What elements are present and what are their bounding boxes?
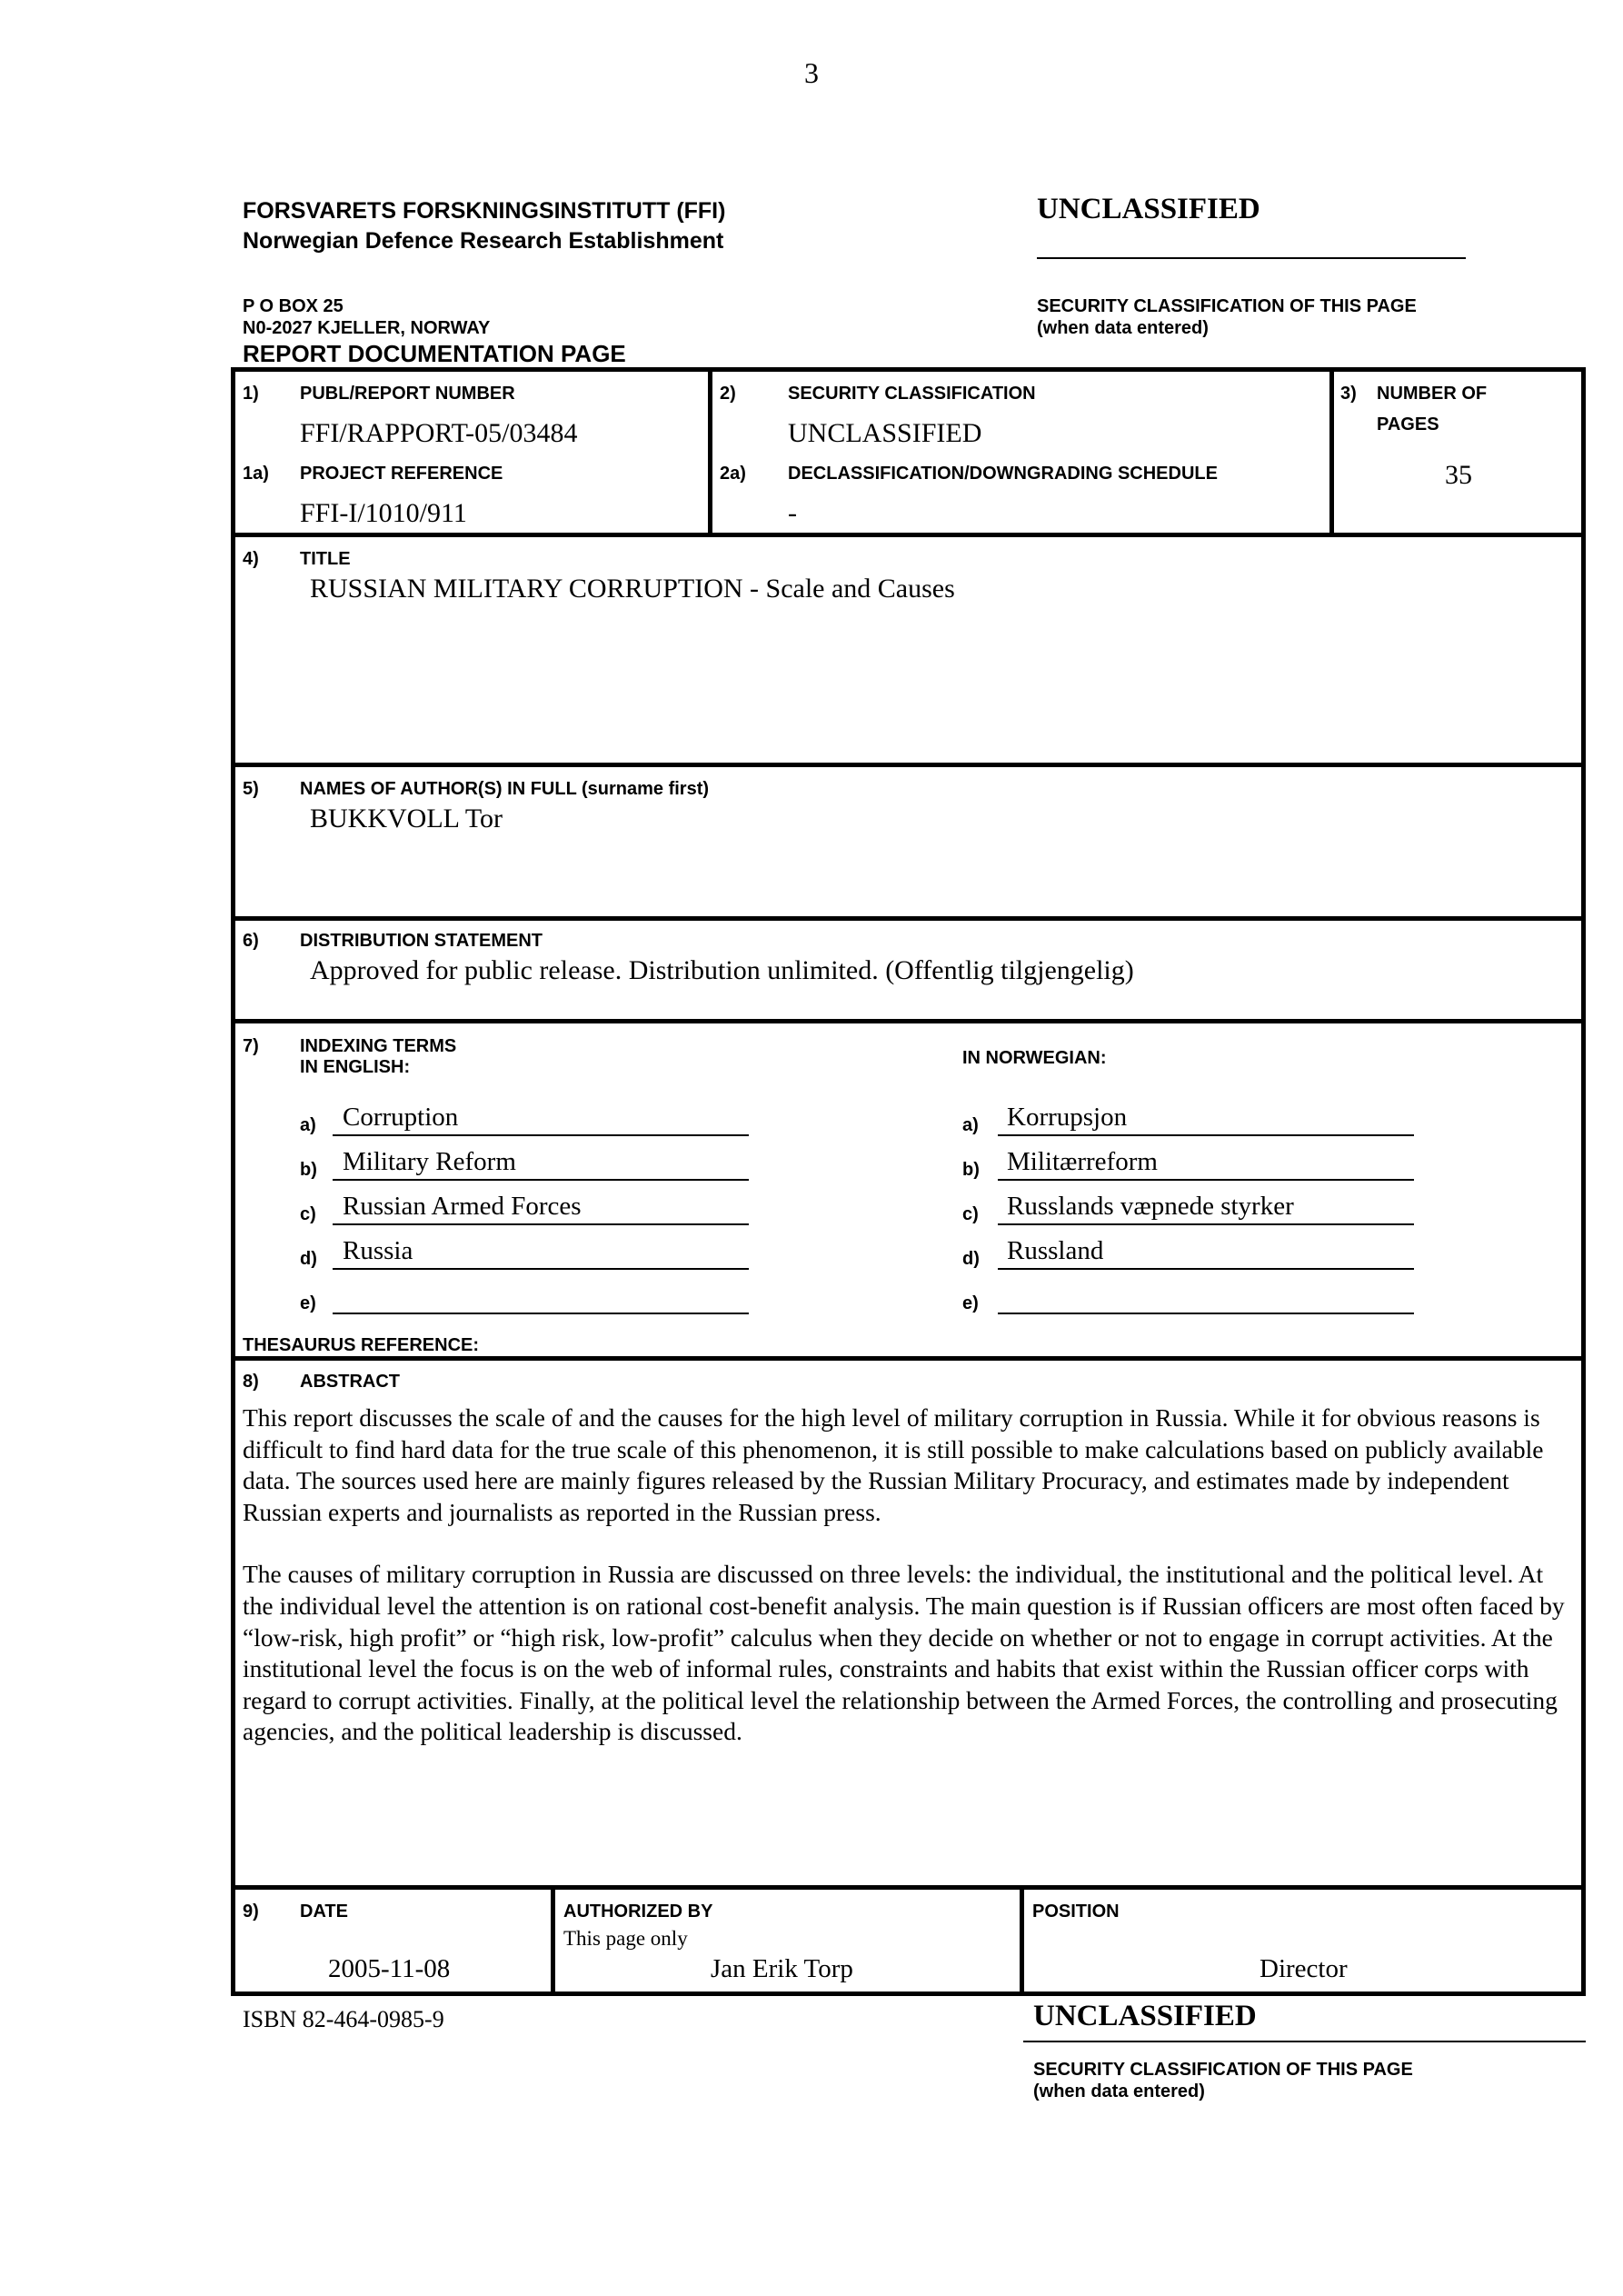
date-value: 2005-11-08 xyxy=(328,1954,451,1983)
field-label: SECURITY CLASSIFICATION xyxy=(788,384,1036,404)
term-letter: b) xyxy=(962,1160,980,1180)
authorized-by-value: Jan Erik Torp xyxy=(711,1954,853,1983)
field-label: PUBL/REPORT NUMBER xyxy=(300,384,515,404)
norwegian-term: Russland xyxy=(1007,1236,1104,1265)
term-underline xyxy=(998,1313,1414,1314)
field-label: INDEXING TERMS xyxy=(300,1036,457,1056)
field-label: AUTHORIZED BY xyxy=(563,1902,713,1922)
english-term: Corruption xyxy=(343,1103,459,1132)
org-name: FORSVARETS FORSKNINGSINSTITUTT (FFI) xyxy=(243,198,726,224)
field-label: PROJECT REFERENCE xyxy=(300,464,503,484)
term-underline xyxy=(333,1179,749,1181)
term-letter: e) xyxy=(300,1293,316,1313)
security-classification-value: UNCLASSIFIED xyxy=(788,418,982,448)
classification-underline xyxy=(1023,2041,1586,2042)
abstract-text xyxy=(243,1403,1569,1779)
document-heading: REPORT DOCUMENTATION PAGE xyxy=(243,340,626,367)
field-number: 4) xyxy=(243,549,259,569)
classification-top: UNCLASSIFIED xyxy=(1037,193,1260,225)
address: N0-2027 KJELLER, NORWAY xyxy=(243,318,491,338)
field-number: 7) xyxy=(243,1036,259,1056)
term-underline xyxy=(333,1223,749,1225)
field-label: IN ENGLISH: xyxy=(300,1057,411,1077)
term-underline xyxy=(333,1268,749,1270)
security-classification-label: SECURITY CLASSIFICATION OF THIS PAGE xyxy=(1037,296,1417,316)
org-subtitle: Norwegian Defence Research Establishment xyxy=(243,228,724,254)
isbn: ISBN 82-464-0985-9 xyxy=(243,2006,444,2032)
field-label: NUMBER OF xyxy=(1377,384,1488,404)
abstract-paragraph: This report discusses the scale of and the causes for the high level of military corruption in Russia. While it for obvious reasons is difficult to find hard data for the true scale of this phenomenon, it is still possible to make calculations based on publicly available data. The sources used here are mainly figures released by the Russian Military Procuracy, and estimates made by independent Russian experts and journalists as reported in the Russian press. xyxy=(243,1403,1544,1526)
term-letter: a) xyxy=(300,1115,316,1135)
security-classification-note: (when data entered) xyxy=(1033,2081,1205,2101)
field-number: 2a) xyxy=(720,464,746,484)
field-number: 1a) xyxy=(243,464,269,484)
report-number-value: FFI/RAPPORT-05/03484 xyxy=(300,418,578,448)
field-label: DECLASSIFICATION/DOWNGRADING SCHEDULE xyxy=(788,464,1218,484)
field-number: 8) xyxy=(243,1372,259,1392)
security-classification-label: SECURITY CLASSIFICATION OF THIS PAGE xyxy=(1033,2060,1413,2080)
field-label: TITLE xyxy=(300,549,351,569)
norwegian-term: Russlands væpnede styrker xyxy=(1007,1192,1294,1221)
thesaurus-label: THESAURUS REFERENCE: xyxy=(243,1335,480,1355)
term-underline xyxy=(333,1134,749,1136)
english-term: Russian Armed Forces xyxy=(343,1192,582,1221)
position-value: Director xyxy=(1260,1954,1348,1983)
term-letter: c) xyxy=(300,1204,316,1224)
classification-bottom: UNCLASSIFIED xyxy=(1033,2000,1257,2032)
norwegian-label: IN NORWEGIAN: xyxy=(962,1048,1107,1068)
field-label: DATE xyxy=(300,1902,348,1922)
norwegian-term: Militærreform xyxy=(1007,1147,1158,1176)
abstract-paragraph: The causes of military corruption in Russia are discussed on three levels: the individual, the institutional and the political level. At the individual level the attention is on rational cost-benefit analysis. The main question is if Russian officers are most often faced by “low-risk, high profit” or “high risk, low-profit” calculus when they decide on whether or not to engage in corrupt activities. At the institutional level the focus is on the web of informal rules, constraints and habits that exist within the Russian officer corps with regard to corrupt activities. Finally, at the political level the relationship between the Armed Forces, the controlling and prosecuting agencies, and the political leadership is discussed. xyxy=(243,1560,1565,1746)
project-reference-value: FFI-I/1010/911 xyxy=(300,498,467,528)
security-classification-note: (when data entered) xyxy=(1037,318,1209,338)
term-underline xyxy=(998,1179,1414,1181)
page-number: 3 xyxy=(804,56,819,89)
term-underline xyxy=(998,1268,1414,1270)
authors-value: BUKKVOLL Tor xyxy=(310,804,503,834)
field-number: 6) xyxy=(243,931,259,951)
field-label: DISTRIBUTION STATEMENT xyxy=(300,931,543,951)
field-number: 3) xyxy=(1340,384,1357,404)
english-term: Military Reform xyxy=(343,1147,516,1176)
field-label: ABSTRACT xyxy=(300,1372,400,1392)
term-letter: c) xyxy=(962,1204,979,1224)
classification-underline xyxy=(1037,257,1466,259)
field-label: NAMES OF AUTHOR(S) IN FULL (surname first) xyxy=(300,779,710,799)
po-box: P O BOX 25 xyxy=(243,296,344,316)
norwegian-term: Korrupsjon xyxy=(1007,1103,1128,1132)
field-number: 2) xyxy=(720,384,736,404)
english-term: Russia xyxy=(343,1236,413,1265)
authorized-note: This page only xyxy=(563,1927,688,1950)
field-label: PAGES xyxy=(1377,414,1439,434)
term-letter: d) xyxy=(962,1249,980,1269)
term-letter: a) xyxy=(962,1115,979,1135)
term-letter: e) xyxy=(962,1293,979,1313)
term-underline xyxy=(333,1313,749,1314)
field-number: 9) xyxy=(243,1902,259,1922)
declassification-value: - xyxy=(788,498,797,528)
term-underline xyxy=(998,1223,1414,1225)
distribution-value: Approved for public release. Distribution unlimited. (Offentlig tilgjengelig) xyxy=(310,955,1134,985)
term-letter: d) xyxy=(300,1249,317,1269)
title-value: RUSSIAN MILITARY CORRUPTION - Scale and Causes xyxy=(310,574,955,604)
number-of-pages-value: 35 xyxy=(1445,460,1472,490)
field-number: 1) xyxy=(243,384,259,404)
field-label: POSITION xyxy=(1032,1902,1120,1922)
field-number: 5) xyxy=(243,779,259,799)
term-underline xyxy=(998,1134,1414,1136)
term-letter: b) xyxy=(300,1160,317,1180)
